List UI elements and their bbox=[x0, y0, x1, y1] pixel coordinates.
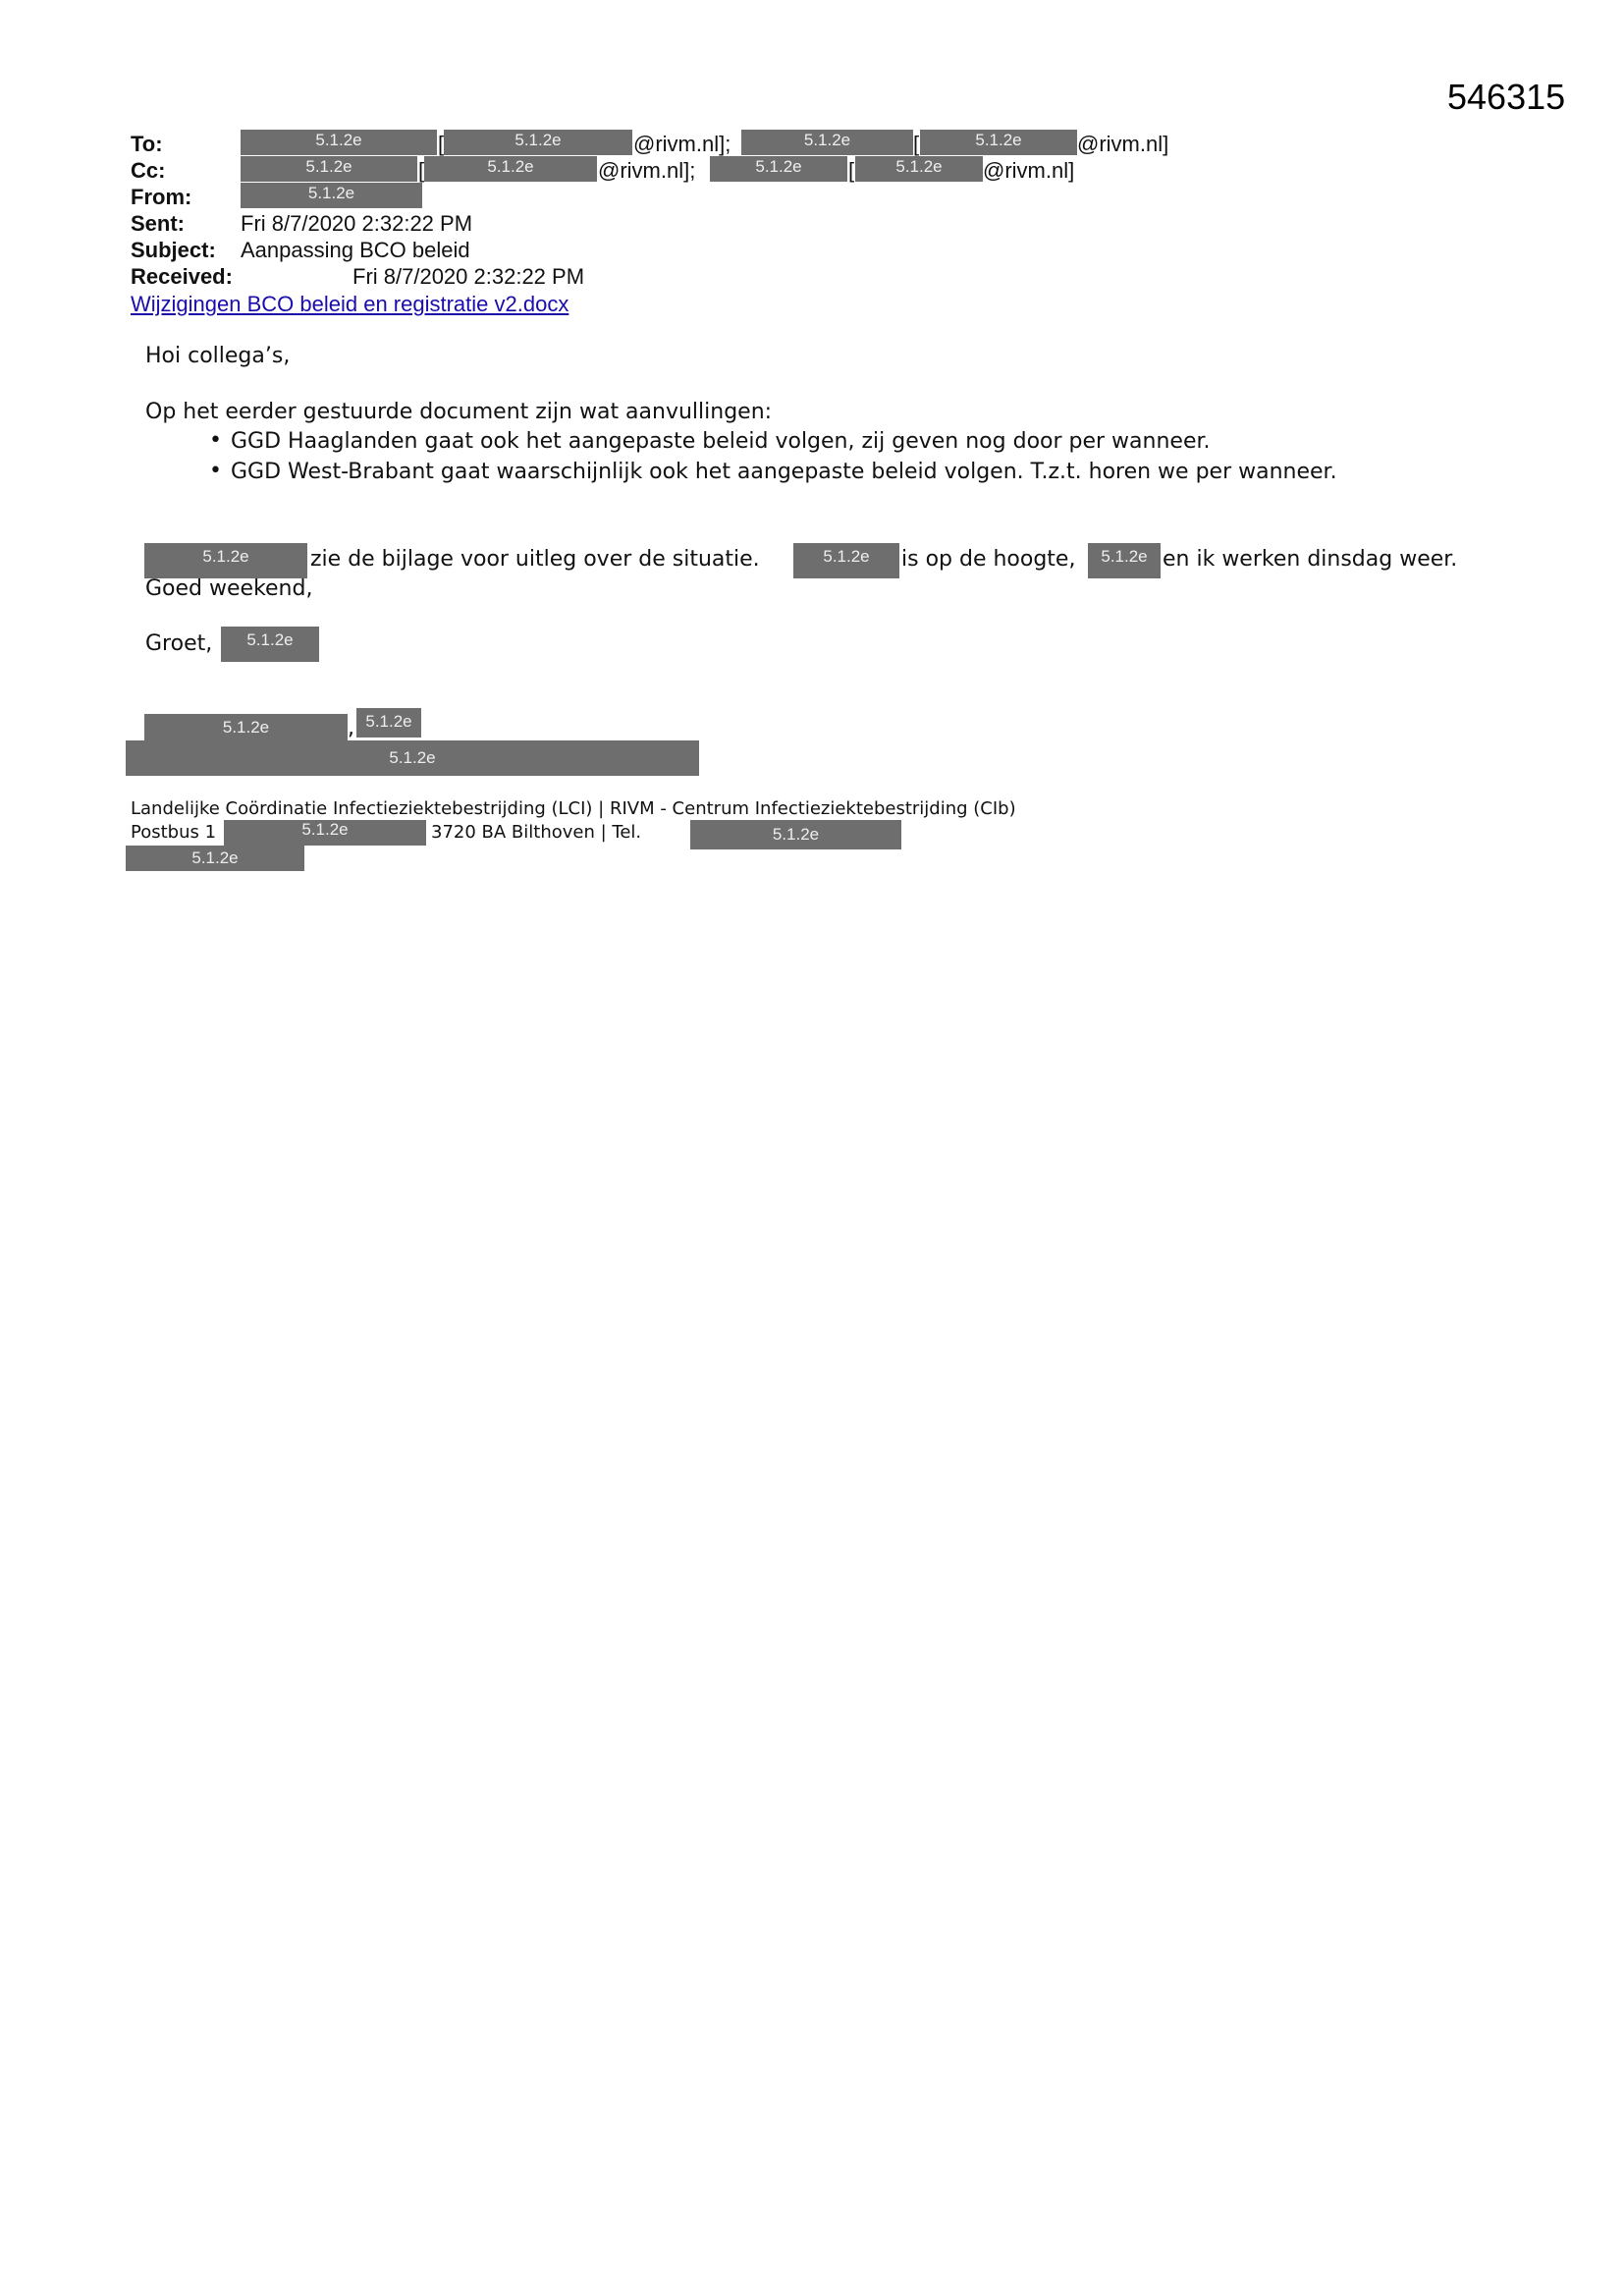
closing-text: Groet, bbox=[145, 631, 213, 656]
received-label: Received: bbox=[131, 264, 233, 289]
to-domain-1: @rivm.nl]; bbox=[633, 132, 731, 156]
subject-label: Subject: bbox=[131, 238, 216, 262]
bullet-item: GGD Haaglanden gaat ook het aangepaste beleid volgen, zij geven nog door per wanneer. bbox=[231, 429, 1211, 454]
bullet-glyph: • bbox=[209, 459, 222, 483]
open-bracket: [ bbox=[418, 158, 425, 183]
document-number: 546315 bbox=[1447, 77, 1566, 117]
redaction-block: 5.1.2e bbox=[126, 740, 699, 776]
open-bracket: [ bbox=[848, 158, 855, 183]
open-bracket: [ bbox=[913, 132, 920, 156]
body-line-part: is op de hoogte, bbox=[901, 547, 1076, 572]
subject-value: Aanpassing BCO beleid bbox=[241, 238, 470, 262]
redaction-block: 5.1.2e bbox=[1088, 543, 1161, 578]
redaction-block: 5.1.2e bbox=[241, 130, 437, 155]
redaction-block: 5.1.2e bbox=[126, 846, 304, 871]
sent-value: Fri 8/7/2020 2:32:22 PM bbox=[241, 211, 473, 236]
to-label: To: bbox=[131, 132, 163, 156]
redaction-block: 5.1.2e bbox=[710, 156, 847, 182]
bullet-glyph: • bbox=[209, 428, 222, 453]
to-domain-2: @rivm.nl] bbox=[1077, 132, 1169, 156]
redaction-block: 5.1.2e bbox=[144, 714, 348, 741]
cc-domain-2: @rivm.nl] bbox=[983, 158, 1075, 183]
redaction-block: 5.1.2e bbox=[144, 543, 307, 578]
intro-text: Op het eerder gestuurde document zijn wat aanvullingen: bbox=[145, 400, 773, 424]
from-label: From: bbox=[131, 185, 192, 209]
footer-org-line: Landelijke Coördinatie Infectieziektebestrijding (LCI) | RIVM - Centrum Infectieziektebestrijding (CIb) bbox=[131, 798, 1016, 819]
redaction-block: 5.1.2e bbox=[741, 130, 913, 155]
sent-label: Sent: bbox=[131, 211, 185, 236]
redaction-block: 5.1.2e bbox=[424, 156, 597, 182]
cc-label: Cc: bbox=[131, 158, 166, 183]
cc-domain-1: @rivm.nl]; bbox=[598, 158, 696, 183]
bullet-item: GGD West-Brabant gaat waarschijnlijk ook het aangepaste beleid volgen. T.z.t. horen we per wanneer. bbox=[231, 460, 1337, 484]
attachment-link[interactable]: Wijzigingen BCO beleid en registratie v2.docx bbox=[131, 292, 569, 316]
redaction-block: 5.1.2e bbox=[221, 627, 319, 662]
received-value: Fri 8/7/2020 2:32:22 PM bbox=[352, 264, 585, 289]
redaction-block: 5.1.2e bbox=[241, 156, 417, 182]
redaction-block: 5.1.2e bbox=[793, 543, 899, 578]
redaction-block: 5.1.2e bbox=[241, 183, 422, 208]
footer-address: 3720 BA Bilthoven | Tel. bbox=[431, 822, 642, 843]
redaction-block: 5.1.2e bbox=[855, 156, 983, 182]
open-bracket: [ bbox=[438, 132, 445, 156]
redaction-block: 5.1.2e bbox=[690, 820, 901, 849]
redaction-block: 5.1.2e bbox=[444, 130, 632, 155]
redaction-block: 5.1.2e bbox=[356, 708, 421, 738]
signature-comma: , bbox=[348, 716, 354, 740]
greeting: Hoi collega’s, bbox=[145, 344, 291, 368]
redaction-block: 5.1.2e bbox=[224, 820, 426, 846]
redaction-block: 5.1.2e bbox=[920, 130, 1077, 155]
body-line-part: zie de bijlage voor uitleg over de situatie. bbox=[310, 547, 760, 572]
body-line-part: en ik werken dinsdag weer. bbox=[1163, 547, 1458, 572]
footer-postbus: Postbus 1 bbox=[131, 822, 217, 843]
weekend-text: Goed weekend, bbox=[145, 576, 313, 601]
